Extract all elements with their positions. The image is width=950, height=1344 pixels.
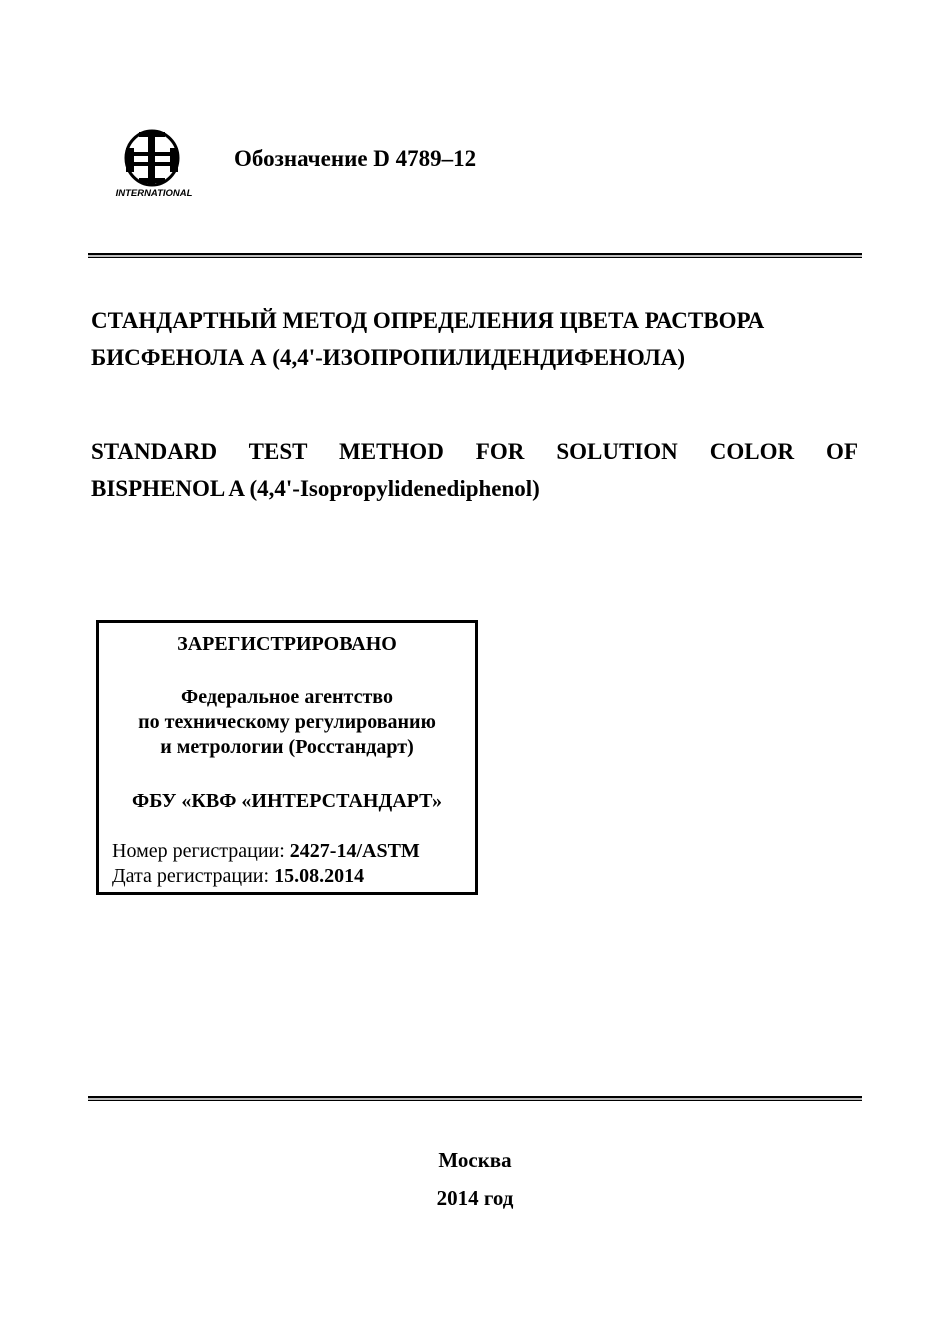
registration-heading: ЗАРЕГИСТРИРОВАНО [177, 633, 397, 655]
astm-logo [112, 128, 196, 200]
registration-details [112, 839, 420, 889]
astm-logo-mark [112, 128, 196, 200]
registration-agency [99, 685, 475, 760]
agency-line-1: Федеральное агентство [181, 686, 393, 708]
footer-year: 2014 год [436, 1186, 514, 1210]
registration-date [112, 864, 420, 889]
title-english [91, 433, 858, 507]
bottom-divider [88, 1096, 862, 1101]
registration-number [112, 839, 420, 864]
title-russian [91, 302, 861, 376]
title-english-line-2: BISPHENOL A (4,4'-Isopropylidenediphenol) [91, 476, 540, 501]
registration-organization: ФБУ «КВФ «ИНТЕРСТАНДАРТ» [132, 790, 442, 812]
designation: Обозначение D 4789–12 [234, 146, 477, 171]
title-russian-line-1: СТАНДАРТНЫЙ МЕТОД ОПРЕДЕЛЕНИЯ ЦВЕТА РАСТВОРА [91, 308, 765, 333]
registration-date-label: Дата регистрации: [112, 865, 275, 887]
registration-number-value: 2427-14/ASTM [289, 840, 420, 862]
registration-date-value: 15.08.2014 [274, 865, 365, 887]
registration-stamp [96, 620, 478, 895]
top-divider [88, 253, 862, 258]
agency-line-3: и метрологии (Росстандарт) [160, 736, 414, 758]
registration-number-label: Номер регистрации: [112, 840, 290, 862]
agency-line-2: по техническому регулированию [138, 711, 436, 733]
title-russian-line-2: БИСФЕНОЛА А (4,4'-ИЗОПРОПИЛИДЕНДИФЕНОЛА) [91, 345, 686, 370]
footer-city: Москва [438, 1148, 512, 1172]
logo-caption: INTERNATIONAL [115, 188, 193, 199]
title-english-line-1: STANDARD TEST METHOD FOR SOLUTION COLOR OF [91, 439, 858, 464]
